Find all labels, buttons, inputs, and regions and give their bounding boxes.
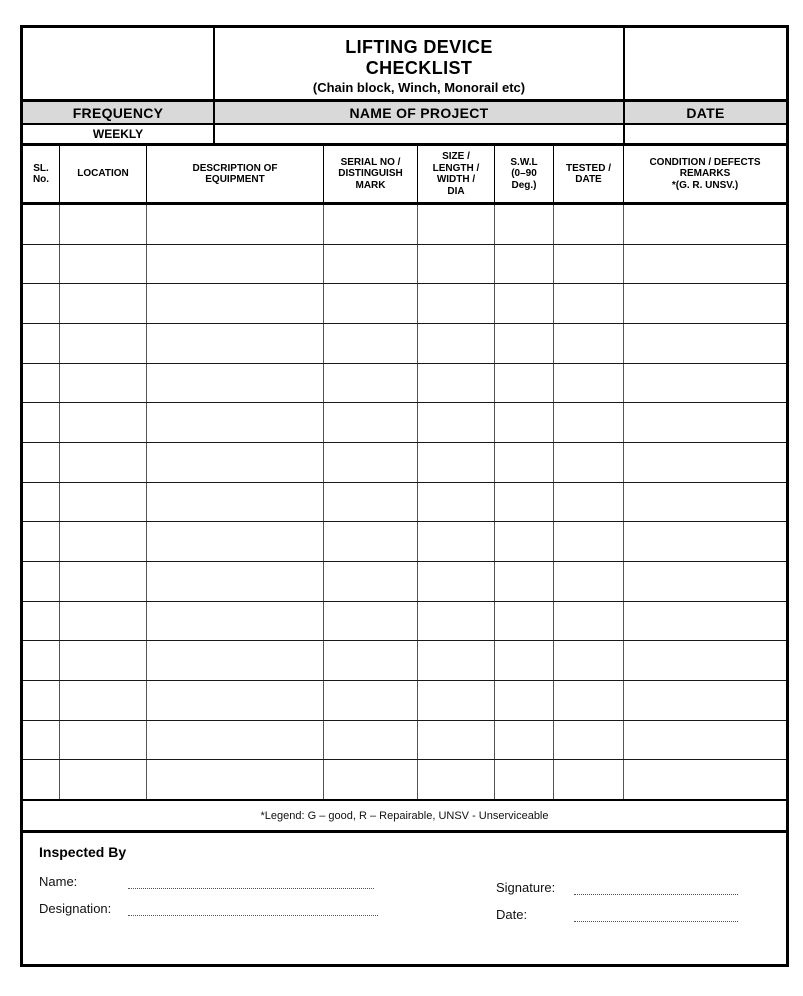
- form-title-line2: CHECKLIST: [365, 58, 473, 78]
- cell-serial-no-distinguish-mark: [324, 483, 418, 522]
- project-name-value: [215, 125, 625, 143]
- cell-condition-defects-remarks: [624, 522, 786, 561]
- cell-tested-date: [554, 522, 624, 561]
- cell-location: [60, 284, 147, 323]
- cell-location: [60, 760, 147, 799]
- table-row: [23, 245, 786, 285]
- col-header-condition-defects-remarks: CONDITION / DEFECTS REMARKS *(G. R. UNSV.): [649, 156, 761, 191]
- cell-sl-no: [23, 245, 60, 284]
- cell-swl: [495, 443, 554, 482]
- title-cell: [215, 28, 625, 99]
- cell-size-length-width-dia: [418, 324, 495, 363]
- cell-swl: [495, 324, 554, 363]
- cell-location: [60, 245, 147, 284]
- table-body: [23, 205, 786, 799]
- cell-tested-date: [554, 562, 624, 601]
- cell-swl: [495, 522, 554, 561]
- cell-sl-no: [23, 364, 60, 403]
- cell-swl: [495, 641, 554, 680]
- inspected-by-heading: Inspected By: [39, 844, 127, 860]
- cell-tested-date: [554, 403, 624, 442]
- cell-size-length-width-dia: [418, 284, 495, 323]
- cell-serial-no-distinguish-mark: [324, 403, 418, 442]
- table-row: [23, 284, 786, 324]
- designation-fill-line: [128, 915, 378, 916]
- cell-condition-defects-remarks: [624, 245, 786, 284]
- cell-sl-no: [23, 681, 60, 720]
- cell-serial-no-distinguish-mark: [324, 562, 418, 601]
- col-header-swl: S.W.L (0–90 Deg.): [495, 146, 554, 202]
- date-label: DATE: [686, 104, 725, 121]
- lifting-device-checklist-form: [20, 25, 789, 967]
- cell-location: [60, 641, 147, 680]
- cell-tested-date: [554, 681, 624, 720]
- cell-sl-no: [23, 403, 60, 442]
- cell-swl: [495, 205, 554, 244]
- cell-size-length-width-dia: [418, 483, 495, 522]
- cell-description-of-equipment: [147, 443, 324, 482]
- cell-size-length-width-dia: [418, 443, 495, 482]
- cell-condition-defects-remarks: [624, 721, 786, 760]
- cell-location: [60, 205, 147, 244]
- cell-sl-no: [23, 721, 60, 760]
- cell-swl: [495, 721, 554, 760]
- cell-serial-no-distinguish-mark: [324, 602, 418, 641]
- cell-sl-no: [23, 324, 60, 363]
- cell-size-length-width-dia: [418, 522, 495, 561]
- cell-tested-date: [554, 324, 624, 363]
- table-row: [23, 721, 786, 761]
- table-row: [23, 324, 786, 364]
- cell-description-of-equipment: [147, 760, 324, 799]
- cell-swl: [495, 364, 554, 403]
- cell-location: [60, 364, 147, 403]
- cell-condition-defects-remarks: [624, 403, 786, 442]
- cell-description-of-equipment: [147, 483, 324, 522]
- cell-description-of-equipment: [147, 245, 324, 284]
- cell-condition-defects-remarks: [624, 443, 786, 482]
- cell-tested-date: [554, 205, 624, 244]
- cell-serial-no-distinguish-mark: [324, 324, 418, 363]
- cell-sl-no: [23, 602, 60, 641]
- cell-condition-defects-remarks: [624, 602, 786, 641]
- cell-serial-no-distinguish-mark: [324, 522, 418, 561]
- col-header-description-of-equipment: DESCRIPTION OF EQUIPMENT: [147, 146, 324, 202]
- table-row: [23, 681, 786, 721]
- name-label: Name:: [39, 874, 78, 889]
- table-row: [23, 364, 786, 404]
- cell-location: [60, 403, 147, 442]
- table-row: [23, 760, 786, 799]
- cell-tested-date: [554, 760, 624, 799]
- cell-description-of-equipment: [147, 721, 324, 760]
- legend-row: [23, 799, 786, 833]
- cell-serial-no-distinguish-mark: [324, 364, 418, 403]
- cell-serial-no-distinguish-mark: [324, 760, 418, 799]
- date-fill-line: [574, 921, 738, 922]
- cell-sl-no: [23, 641, 60, 680]
- cell-condition-defects-remarks: [624, 562, 786, 601]
- cell-sl-no: [23, 760, 60, 799]
- table-row: [23, 522, 786, 562]
- table-header-row: [23, 146, 786, 205]
- frequency-label: FREQUENCY: [23, 102, 215, 123]
- cell-condition-defects-remarks: [624, 364, 786, 403]
- title-block: [23, 28, 786, 102]
- cell-location: [60, 602, 147, 641]
- table-row: [23, 562, 786, 602]
- cell-condition-defects-remarks: [624, 205, 786, 244]
- cell-serial-no-distinguish-mark: [324, 721, 418, 760]
- cell-size-length-width-dia: [418, 205, 495, 244]
- cell-swl: [495, 284, 554, 323]
- cell-size-length-width-dia: [418, 721, 495, 760]
- cell-description-of-equipment: [147, 284, 324, 323]
- cell-size-length-width-dia: [418, 602, 495, 641]
- cell-tested-date: [554, 483, 624, 522]
- cell-sl-no: [23, 284, 60, 323]
- signature-label: Signature:: [496, 880, 556, 895]
- col-header-tested-date: TESTED / DATE: [554, 146, 624, 202]
- cell-tested-date: [554, 641, 624, 680]
- name-fill-line: [128, 888, 374, 889]
- cell-sl-no: [23, 443, 60, 482]
- cell-condition-defects-remarks: [624, 483, 786, 522]
- cell-sl-no: [23, 205, 60, 244]
- cell-description-of-equipment: [147, 562, 324, 601]
- cell-swl: [495, 562, 554, 601]
- frequency-value: WEEKLY: [23, 125, 215, 143]
- cell-swl: [495, 602, 554, 641]
- signature-fill-line: [574, 894, 738, 895]
- cell-condition-defects-remarks: [624, 641, 786, 680]
- cell-swl: [495, 483, 554, 522]
- meta-value-row: [23, 125, 786, 146]
- cell-location: [60, 443, 147, 482]
- cell-sl-no: [23, 562, 60, 601]
- inspected-by-section: [23, 833, 786, 964]
- cell-serial-no-distinguish-mark: [324, 443, 418, 482]
- designation-label: Designation:: [39, 901, 112, 916]
- cell-tested-date: [554, 284, 624, 323]
- cell-size-length-width-dia: [418, 245, 495, 284]
- cell-size-length-width-dia: [418, 562, 495, 601]
- cell-tested-date: [554, 245, 624, 284]
- table-row: [23, 483, 786, 523]
- footer-date-label: Date:: [496, 907, 528, 922]
- cell-swl: [495, 681, 554, 720]
- cell-description-of-equipment: [147, 403, 324, 442]
- cell-serial-no-distinguish-mark: [324, 284, 418, 323]
- cell-description-of-equipment: [147, 522, 324, 561]
- cell-tested-date: [554, 602, 624, 641]
- cell-size-length-width-dia: [418, 760, 495, 799]
- col-header-location: LOCATION: [60, 146, 147, 202]
- title-left-empty-cell: [23, 28, 215, 99]
- table-row: [23, 205, 786, 245]
- cell-description-of-equipment: [147, 364, 324, 403]
- cell-description-of-equipment: [147, 641, 324, 680]
- cell-swl: [495, 403, 554, 442]
- cell-sl-no: [23, 522, 60, 561]
- cell-tested-date: [554, 443, 624, 482]
- cell-serial-no-distinguish-mark: [324, 205, 418, 244]
- table-row: [23, 403, 786, 443]
- cell-condition-defects-remarks: [624, 760, 786, 799]
- form-title-line1: LIFTING DEVICE: [345, 37, 493, 57]
- table-row: [23, 641, 786, 681]
- table-row: [23, 443, 786, 483]
- cell-description-of-equipment: [147, 602, 324, 641]
- meta-label-band: [23, 102, 786, 125]
- cell-condition-defects-remarks: [624, 681, 786, 720]
- cell-size-length-width-dia: [418, 641, 495, 680]
- cell-condition-defects-remarks: [624, 284, 786, 323]
- cell-location: [60, 681, 147, 720]
- cell-serial-no-distinguish-mark: [324, 681, 418, 720]
- cell-sl-no: [23, 483, 60, 522]
- cell-size-length-width-dia: [418, 364, 495, 403]
- cell-tested-date: [554, 364, 624, 403]
- title-right-empty-cell: [625, 28, 786, 99]
- cell-description-of-equipment: [147, 681, 324, 720]
- cell-description-of-equipment: [147, 324, 324, 363]
- date-value: [625, 125, 786, 143]
- cell-location: [60, 483, 147, 522]
- col-header-sl-no: SL. No.: [23, 146, 60, 202]
- cell-size-length-width-dia: [418, 403, 495, 442]
- cell-size-length-width-dia: [418, 681, 495, 720]
- cell-description-of-equipment: [147, 205, 324, 244]
- cell-swl: [495, 760, 554, 799]
- cell-location: [60, 324, 147, 363]
- cell-location: [60, 562, 147, 601]
- legend-text: *Legend: G – good, R – Repairable, UNSV - Unserviceable: [260, 809, 549, 822]
- table-row: [23, 602, 786, 642]
- col-header-serial-no-distinguish-mark: SERIAL NO / DISTINGUISH MARK: [324, 146, 418, 202]
- cell-condition-defects-remarks: [624, 324, 786, 363]
- cell-location: [60, 721, 147, 760]
- cell-serial-no-distinguish-mark: [324, 245, 418, 284]
- cell-tested-date: [554, 721, 624, 760]
- cell-location: [60, 522, 147, 561]
- cell-swl: [495, 245, 554, 284]
- col-header-size-length-width-dia: SIZE / LENGTH / WIDTH / DIA: [418, 146, 495, 202]
- form-subtitle: (Chain block, Winch, Monorail etc): [312, 80, 526, 95]
- cell-serial-no-distinguish-mark: [324, 641, 418, 680]
- project-name-label: NAME OF PROJECT: [215, 102, 625, 123]
